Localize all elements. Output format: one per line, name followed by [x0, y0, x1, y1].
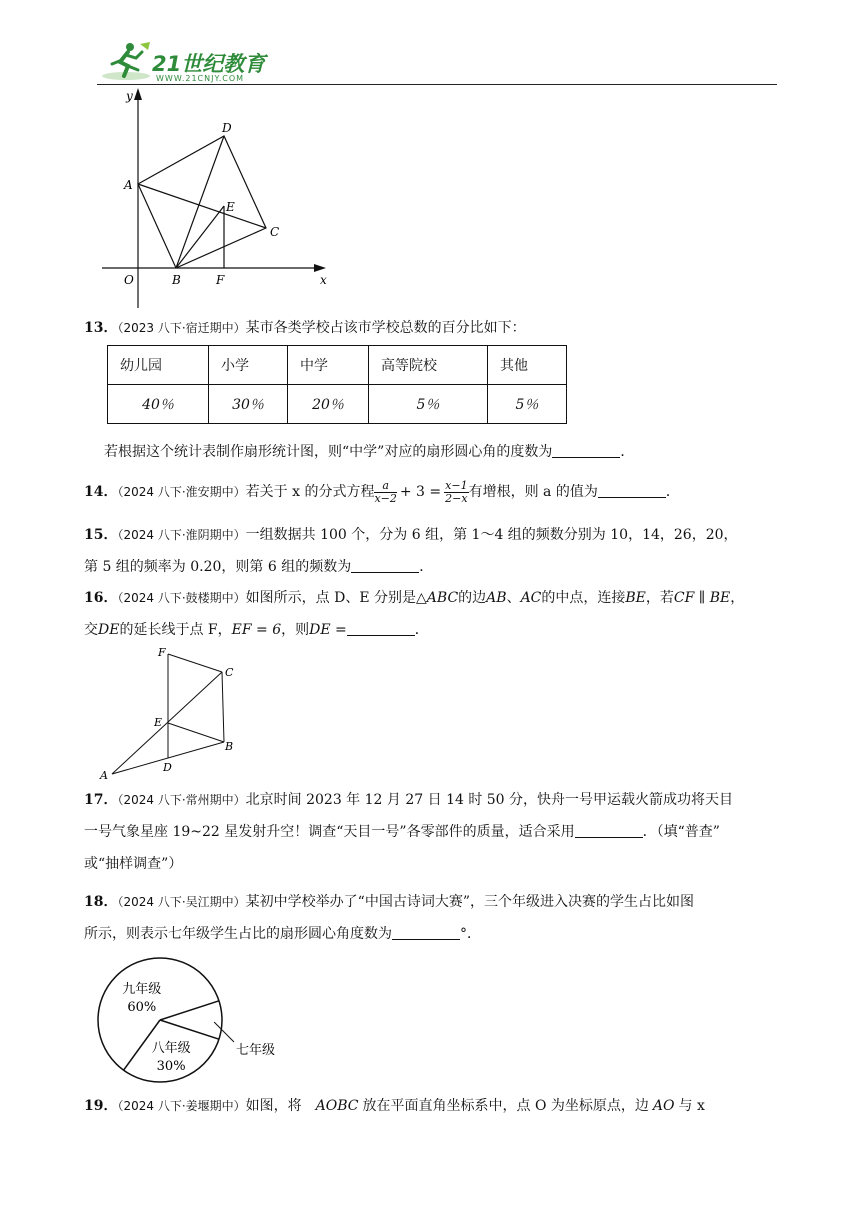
- question-16: [84, 584, 784, 644]
- question-14: [84, 478, 784, 506]
- label-b: B: [225, 740, 234, 753]
- table-cell: 高等院校: [369, 346, 488, 385]
- q15-line1: [84, 521, 784, 549]
- table-cell: 幼儿园: [108, 346, 209, 385]
- pie-value-grade9: 60%: [127, 999, 157, 1015]
- label-d: D: [163, 761, 172, 774]
- diagonal-bd: [176, 136, 224, 268]
- q16-math: CF ∥ BE: [673, 590, 731, 606]
- q19-text: 如图，将: [245, 1098, 302, 1114]
- q16-text: 的延长线于点 F，: [119, 622, 232, 638]
- answer-blank[interactable]: [347, 621, 415, 636]
- answer-blank[interactable]: [552, 443, 620, 458]
- answer-blank[interactable]: [575, 823, 643, 838]
- table-cell: 5％: [369, 385, 488, 424]
- label-c: C: [225, 666, 234, 679]
- pie-value-grade8: 30%: [156, 1059, 186, 1075]
- label-o: O: [124, 273, 134, 287]
- site-logo: [100, 40, 270, 84]
- runner-logo-icon: [100, 40, 152, 82]
- q13-source: （2023 八下·宿迁期中）: [117, 321, 246, 335]
- fraction-2: [444, 480, 468, 505]
- table-cell: 其他: [488, 346, 567, 385]
- x-axis-arrow-icon: [314, 264, 326, 272]
- label-e: E: [154, 716, 163, 729]
- q17-text: ．（填“普查”: [642, 824, 720, 840]
- frac2-denominator: 2−x: [445, 491, 468, 505]
- label-b: B: [172, 273, 181, 287]
- q17-line1: [84, 786, 784, 814]
- q16-math: BE: [625, 590, 646, 606]
- q14-source: （2024 八下·淮安期中）: [117, 485, 246, 499]
- q17-line3: [84, 850, 784, 878]
- q16-math: DE =: [309, 622, 347, 638]
- q12-coordinate-figure: [96, 86, 336, 314]
- diagonal-ac: [138, 184, 266, 228]
- table-cell: 中学: [288, 346, 369, 385]
- q17-number: 17．: [84, 792, 118, 808]
- question-15: [84, 521, 784, 581]
- q13-text: 某市各类学校占该市学校总数的百分比如下：: [245, 320, 526, 336]
- segment-cb: [222, 672, 224, 742]
- q17-source: （2024 八下·常州期中）: [117, 793, 246, 807]
- q19-source: （2024 八下·姜堰期中）: [117, 1099, 246, 1113]
- segment-eb: [168, 723, 224, 742]
- label-d: D: [222, 121, 232, 135]
- q15-line1-text: 一组数据共 100 个，分为 6 组，第 1～4 组的频数分别为 10，14，26，20，: [245, 527, 738, 543]
- q14-end: ．: [665, 484, 680, 500]
- logo-url-text: WWW.21CNJY.COM: [156, 74, 245, 83]
- question-19: [84, 1092, 784, 1120]
- q15-number: 15．: [84, 527, 118, 543]
- q16-triangle-figure: [98, 644, 248, 782]
- q14-middle: + 3 =: [399, 484, 442, 500]
- q19-number: 19．: [84, 1098, 118, 1114]
- q18-line2: [84, 920, 784, 948]
- fraction-1: [374, 480, 396, 505]
- q17-text: 北京时间 2023 年 12 月 27 日 14 时 50 分，快舟一号甲运载火箭成功将天目: [245, 792, 734, 808]
- table-cell: 20％: [288, 385, 369, 424]
- q16-text: 的边: [458, 590, 487, 606]
- q18-end: °．: [460, 926, 481, 942]
- q15-line2: [84, 553, 784, 581]
- q15-end: ．: [419, 559, 434, 575]
- q16-math: ABC: [426, 590, 459, 606]
- q18-source: （2024 八下·吴江期中）: [117, 895, 246, 909]
- answer-blank[interactable]: [351, 558, 419, 573]
- table-cell: 5％: [488, 385, 567, 424]
- q14-number: 14．: [84, 484, 118, 500]
- answer-blank[interactable]: [598, 483, 666, 498]
- q19-math: AO: [652, 1098, 675, 1114]
- q16-math: DE: [98, 622, 120, 638]
- label-e: E: [226, 200, 235, 214]
- q13-end: ．: [620, 444, 635, 460]
- table-header-row: [108, 346, 567, 385]
- q16-line2: [84, 616, 784, 644]
- q14-text-after: 有增根，则 a 的值为: [468, 484, 598, 500]
- q19-text: 与 x: [678, 1098, 705, 1114]
- square-abcd: [138, 136, 266, 268]
- q13-followup-text: 若根据这个统计表制作扇形统计图，则“中学”对应的扇形圆心角的度数为: [104, 444, 553, 460]
- pie-label-grade9: 九年级: [122, 981, 162, 997]
- q15-line2-text: 第 5 组的频率为 0.20，则第 6 组的频数为: [84, 559, 352, 575]
- question-13: [84, 314, 784, 342]
- header-rule: [97, 84, 777, 85]
- q16-text: ，: [730, 590, 745, 606]
- q16-text: 如图所示，点 D、E 分别是△: [245, 590, 427, 606]
- q16-text: 交: [84, 622, 98, 638]
- segment-fc: [168, 654, 222, 672]
- q17-line2: [84, 818, 784, 846]
- table-cell: 小学: [209, 346, 288, 385]
- frac1-numerator: a: [374, 480, 396, 493]
- label-f: F: [216, 273, 225, 287]
- table-cell: 40％: [108, 385, 209, 424]
- q19-text: 放在平面直角坐标系中，点 O 为坐标原点，边: [362, 1098, 649, 1114]
- label-a: A: [124, 178, 133, 192]
- q18-text: 某初中学校举办了“中国古诗词大赛”，三个年级进入决赛的学生占比如图: [245, 894, 694, 910]
- q16-number: 16．: [84, 590, 118, 606]
- q17-text: 一号气象星座 19~22 星发射升空！调查“天目一号”各零部件的质量，适合采用: [84, 824, 575, 840]
- q13-number: 13．: [84, 320, 118, 336]
- frac2-numerator: x−1: [445, 478, 468, 492]
- q16-text: ，若: [645, 590, 674, 606]
- q17-text: 或“抽样调查”）: [84, 856, 183, 872]
- q16-source: （2024 八下·鼓楼期中）: [117, 591, 246, 605]
- table-cell: 30％: [209, 385, 288, 424]
- q15-source: （2024 八下·淮阴期中）: [117, 528, 246, 542]
- pie-label-grade7: 七年级: [236, 1043, 276, 1058]
- label-y: y: [126, 89, 133, 103]
- label-f: F: [158, 646, 166, 659]
- y-axis-arrow-icon: [134, 88, 142, 100]
- q13-followup: [104, 438, 804, 466]
- q16-text: ，则: [281, 622, 310, 638]
- q16-math: AC: [520, 590, 542, 606]
- q14-text-before: 若关于 x 的分式方程: [245, 484, 375, 500]
- q16-math: EF = 6: [231, 622, 282, 638]
- label-x: x: [320, 273, 327, 287]
- q18-line1: [84, 888, 784, 916]
- q16-end: ．: [414, 622, 429, 638]
- label-c: C: [270, 225, 280, 239]
- q18-number: 18．: [84, 894, 118, 910]
- segment-be: [176, 206, 224, 268]
- question-18: [84, 888, 784, 948]
- q16-text: 、: [506, 590, 521, 606]
- question-17: [84, 786, 784, 878]
- label-a: A: [100, 769, 108, 782]
- q16-line1: [84, 584, 784, 612]
- q19-math: AOBC: [315, 1098, 359, 1114]
- q16-text: 的中点，连接: [541, 590, 626, 606]
- q18-pie-chart: [96, 956, 296, 1084]
- q16-math: AB: [486, 590, 507, 606]
- answer-blank[interactable]: [392, 925, 460, 940]
- q13-stats-table: [107, 345, 567, 424]
- q18-text: 所示，则表示七年级学生占比的扇形圆心角度数为: [84, 926, 392, 942]
- logo-main-text: 21世纪教育: [152, 52, 266, 76]
- frac1-denominator: x−2: [374, 491, 397, 505]
- pie-label-grade8: 八年级: [151, 1041, 191, 1057]
- table-value-row: [108, 385, 567, 424]
